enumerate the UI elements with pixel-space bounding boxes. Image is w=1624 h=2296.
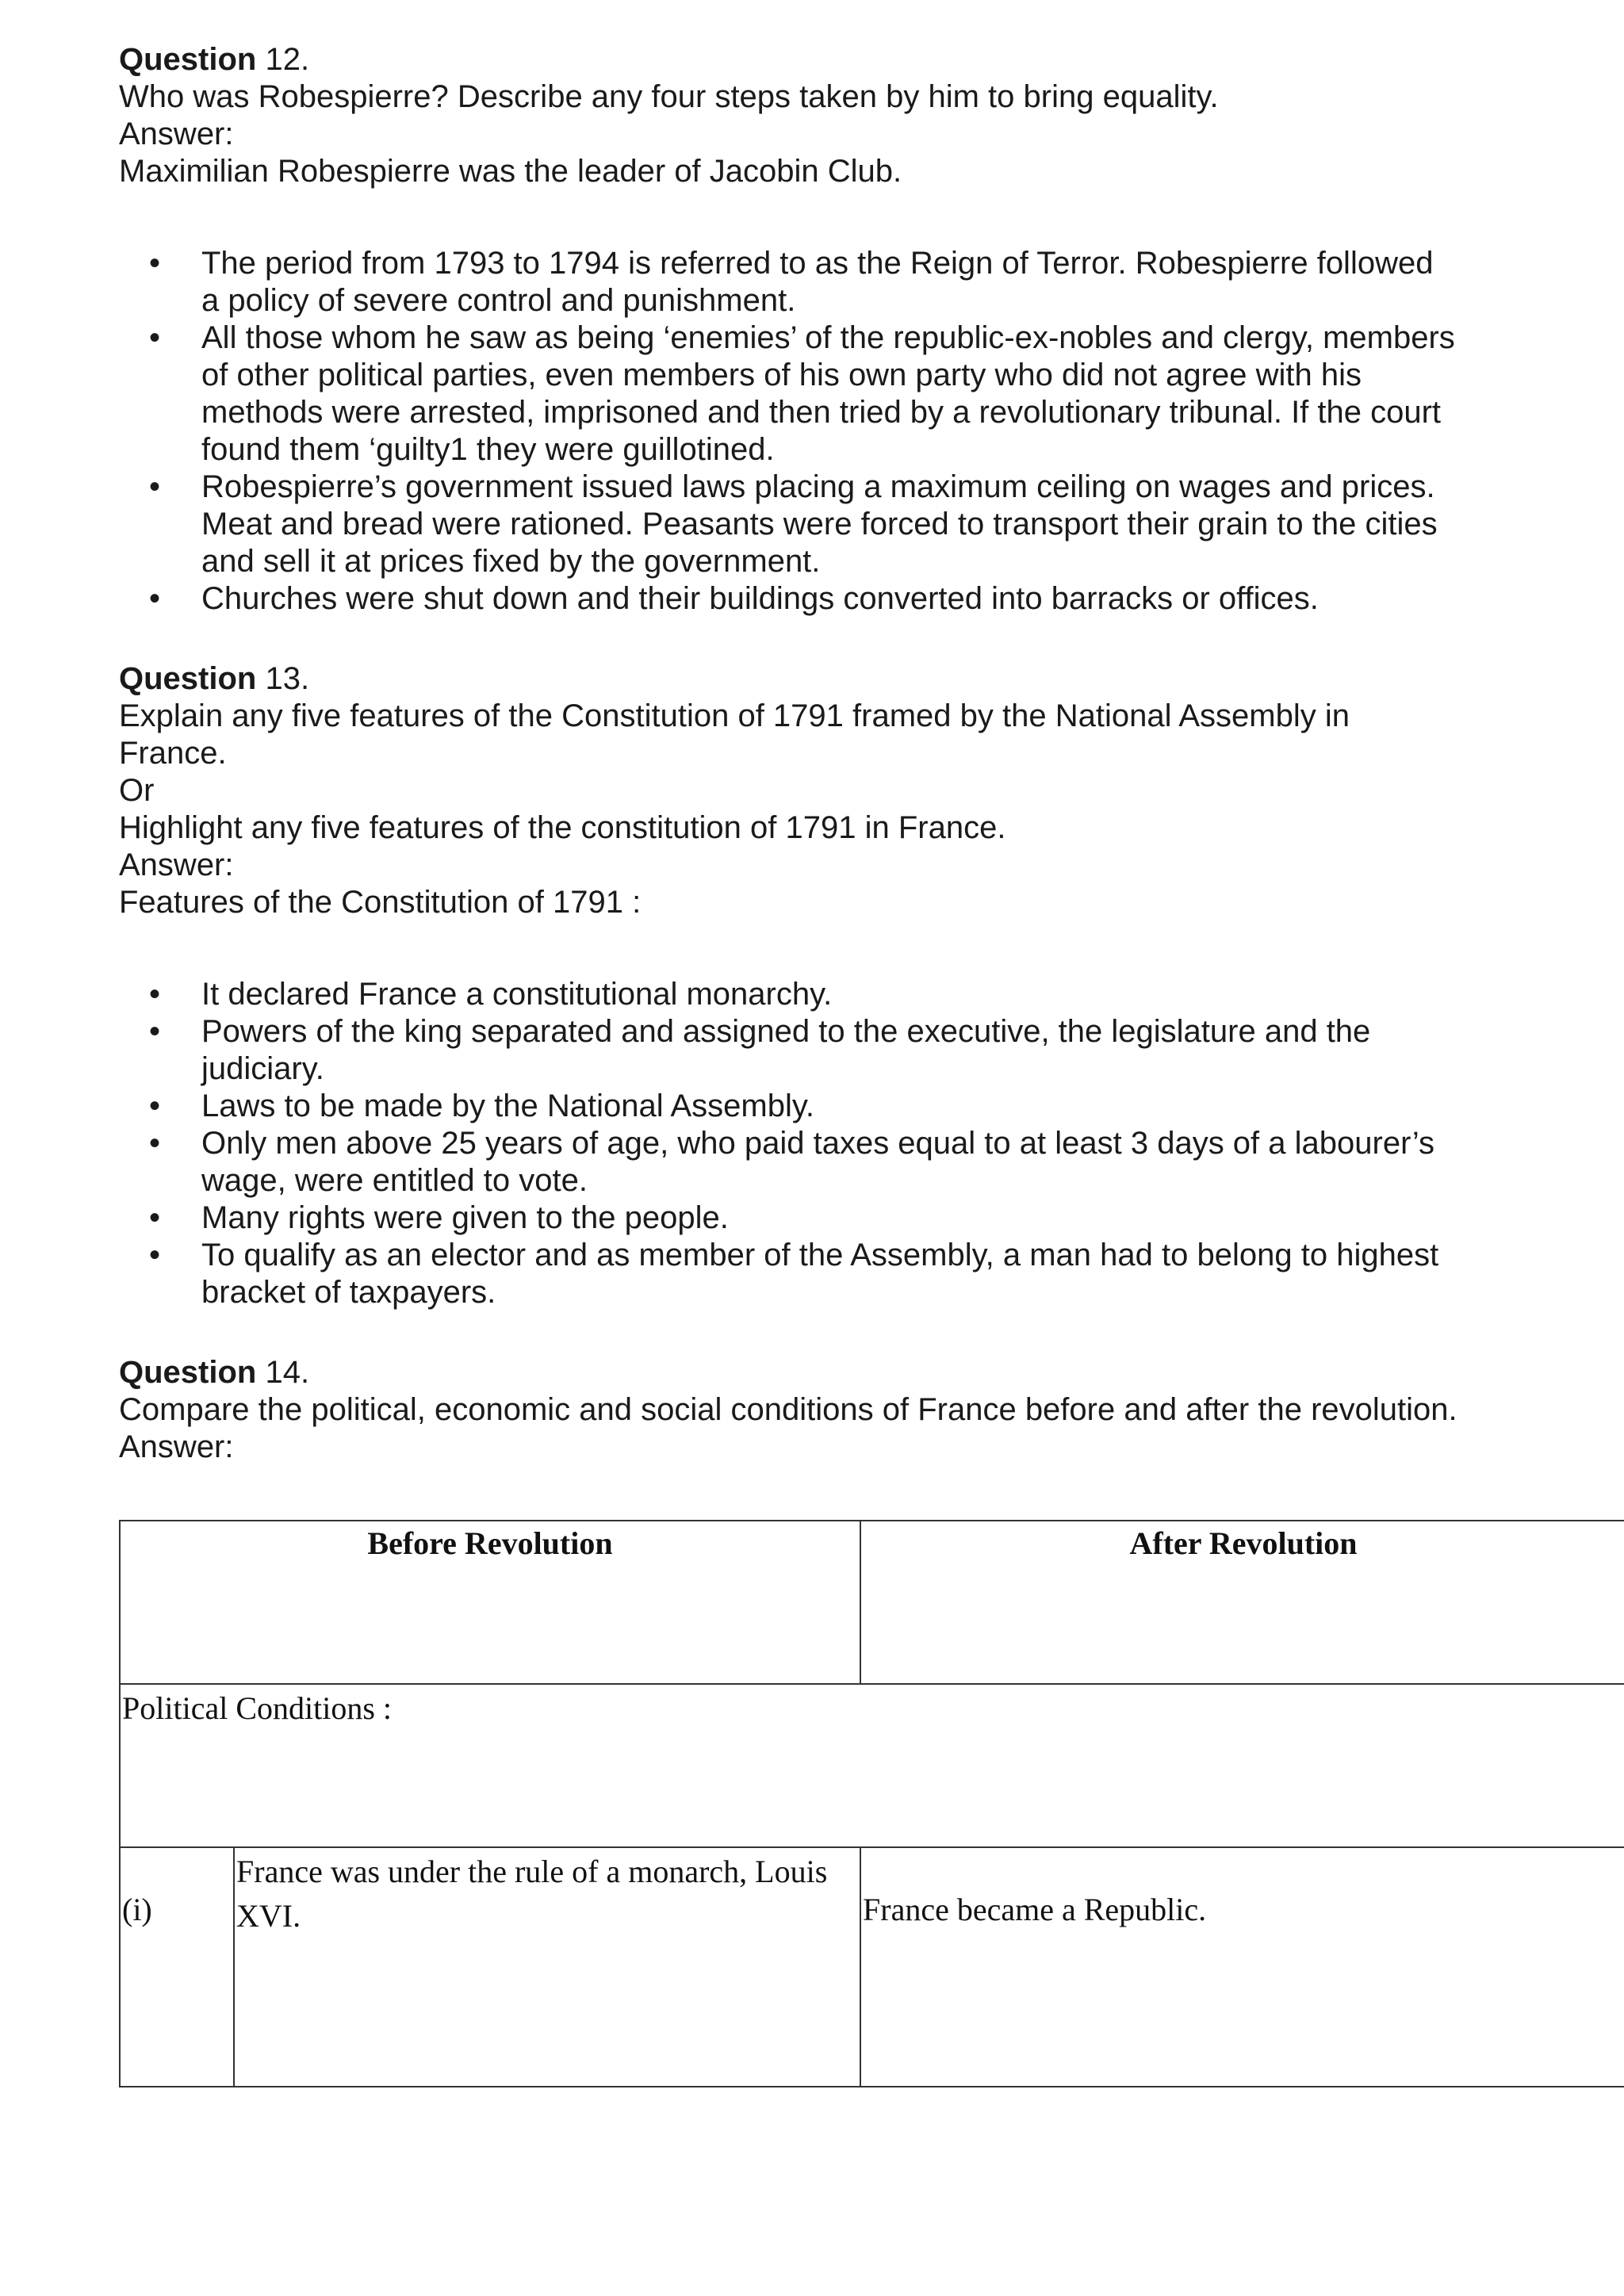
list-item: • Laws to be made by the National Assembly. xyxy=(119,1088,1618,1125)
list-item: • Powers of the king separated and assigned to the executive, the legislature and the judiciary. xyxy=(119,1013,1618,1088)
table-row xyxy=(119,1846,1624,2086)
row-after-cell: France became a Republic. xyxy=(860,1846,1624,2086)
question-12-answer-intro: Maximilian Robespierre was the leader of Jacobin Club. xyxy=(119,154,902,189)
list-item: • Churches were shut down and their buildings converted into barracks or offices. xyxy=(119,580,1618,618)
list-item: • It declared France a constitutional monarchy. xyxy=(119,976,1618,1013)
list-item: • Only men above 25 years of age, who paid taxes equal to at least 3 days of a labourer’s wage, were entitled to vote. xyxy=(119,1125,1618,1200)
question-13-answer-label: Answer: xyxy=(119,848,234,882)
list-item: • All those whom he saw as being ‘enemies’ of the republic-ex-nobles and clergy, members of other political parties, even members of his own party who did not agree with his methods were arrested, imprisoned and then tried by a revolutionary tribunal. If the court found them ‘guilty1 they were guillotined. xyxy=(119,320,1618,469)
row-before-cell: France was under the rule of a monarch, Louis XVI. xyxy=(233,1846,860,2086)
question-12-answer-label: Answer: xyxy=(119,117,234,151)
table-section-row xyxy=(119,1683,1624,1846)
list-item: • Many rights were given to the people. xyxy=(119,1200,1618,1237)
row-number: (i) xyxy=(119,1846,233,2086)
question-12-text: Who was Robespierre? Describe any four steps taken by him to bring equality. xyxy=(119,79,1219,114)
question-14-answer-label: Answer: xyxy=(119,1429,234,1464)
comparison-table xyxy=(119,1520,1624,2087)
table-bottom-border xyxy=(119,2086,1624,2087)
question-12-heading: Question 12. xyxy=(119,42,310,77)
question-13-heading: Question 13. xyxy=(119,661,310,696)
question-14-text: Compare the political, economic and social conditions of France before and after the revolution. xyxy=(119,1392,1457,1427)
list-item: • The period from 1793 to 1794 is referred to as the Reign of Terror. Robespierre followed a policy of severe control and punishment. xyxy=(119,245,1618,320)
question-13-text-line-2: France. xyxy=(119,736,227,771)
question-13-bullet-list xyxy=(119,976,1618,1311)
question-12-bullet-list xyxy=(119,245,1618,618)
question-13-text-line-1: Explain any five features of the Constitution of 1791 framed by the National Assembly in xyxy=(119,698,1350,733)
header-before-revolution: Before Revolution xyxy=(119,1520,860,1683)
section-political-conditions: Political Conditions : xyxy=(119,1683,1624,1846)
question-13-or: Or xyxy=(119,773,155,808)
question-13-answer-intro: Features of the Constitution of 1791 : xyxy=(119,885,642,920)
document-page xyxy=(119,41,1618,1466)
table-header-row xyxy=(119,1520,1624,1683)
question-13-alt-text: Highlight any five features of the constitution of 1791 in France. xyxy=(119,810,1006,845)
question-14-heading: Question 14. xyxy=(119,1355,310,1390)
list-item: • To qualify as an elector and as member of the Assembly, a man had to belong to highest bracket of taxpayers. xyxy=(119,1237,1618,1311)
list-item: • Robespierre’s government issued laws placing a maximum ceiling on wages and prices. Meat and bread were rationed. Peasants were forced to transport their grain to the cities and sell it at prices fixed by the government. xyxy=(119,469,1618,580)
header-after-revolution: After Revolution xyxy=(860,1520,1624,1683)
